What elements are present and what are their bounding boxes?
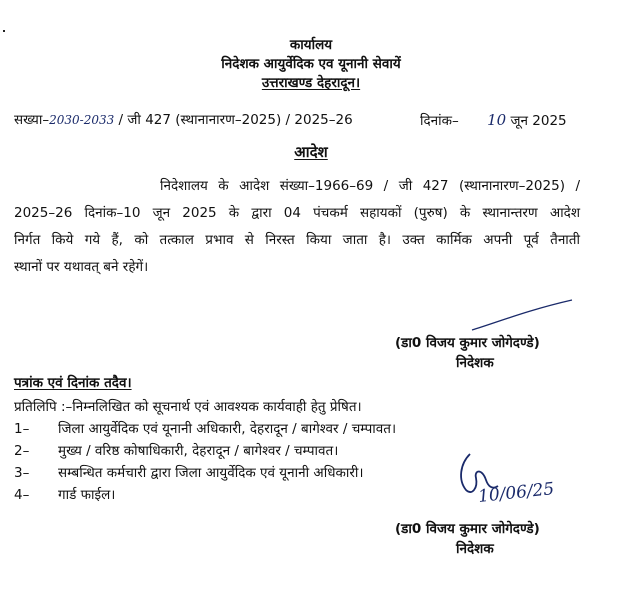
copy-item-4-text: गार्ड फाईल। <box>58 487 116 503</box>
body-line-1: निदेशालय के आदेश संख्या–1966–69 / जी 427 (स्थानानारण–2025) / <box>160 178 580 194</box>
reference-prefix: सख्या– <box>14 112 50 128</box>
copy-to-line: प्रतिलिपि :–निम्नलिखित को सूचनार्थ एवं आवश्यक कार्यवाही हेतु प्रेषित। <box>14 399 362 415</box>
reference-number <box>14 111 353 129</box>
copy-item-2-number: 2– <box>14 443 30 459</box>
copy-item-3-text: सम्बन्धित कर्मचारी द्वारा जिला आयुर्वेदिक एवं यूनानी अधिकारी। <box>58 465 364 481</box>
copy-item-1-text: जिला आयुर्वेदिक एवं यूनानी अधिकारी, देहरादून / बागेश्वर / चम्पावत। <box>58 421 397 437</box>
handwritten-date-day: 10 <box>487 111 507 129</box>
signature-scribble <box>468 296 578 336</box>
location-line: उत्तराखण्ड देहरादून। <box>261 75 361 91</box>
office-line: कार्यालय <box>289 37 333 53</box>
directorate-name: निदेशक आयुर्वेदिक एव यूनानी सेवायें <box>221 56 401 72</box>
reference-date <box>420 111 567 130</box>
body-line-2: 2025–26 दिनांक–10 जून 2025 के द्वारा 04 पंचकर्म सहायकों (पुरुष) के स्थानान्तरण आदेश <box>14 205 580 221</box>
signatory-designation: निदेशक <box>456 355 494 371</box>
stray-mark <box>3 30 5 32</box>
reference-suffix: / जी 427 (स्थानानारण–2025) / 2025–26 <box>118 112 353 128</box>
copy-item-4-number: 4– <box>14 487 30 503</box>
handwritten-sign-date: 10/06/25 <box>477 479 556 507</box>
endorsement-heading: पत्रांक एवं दिनांक तदैव। <box>14 375 132 391</box>
date-label: दिनांक– <box>420 113 459 129</box>
signatory-name-2: (डा0 विजय कुमार जोगेदण्डे) <box>395 521 540 537</box>
copy-item-3-number: 3– <box>14 465 30 481</box>
body-line-3: निर्गत किये गये हैं, को तत्काल प्रभाव से निरस्त किया जाता है। उक्त कार्मिक अपनी पूर्व तैनाती <box>14 232 580 248</box>
date-rest: जून 2025 <box>510 113 567 129</box>
order-title: आदेश <box>294 143 328 161</box>
copy-item-2-text: मुख्य / वरिष्ठ कोषाधिकारी, देहरादून / बागेश्वर / चम्पावत। <box>58 443 339 459</box>
signatory-designation-2: निदेशक <box>456 541 494 557</box>
body-line-4: स्थानों पर यथावत् बने रहेगें। <box>14 259 149 275</box>
handwritten-letter-number: 2030-2033 <box>49 113 115 127</box>
signatory-name: (डा0 विजय कुमार जोगेदण्डे) <box>395 335 540 351</box>
copy-item-1-number: 1– <box>14 421 30 437</box>
